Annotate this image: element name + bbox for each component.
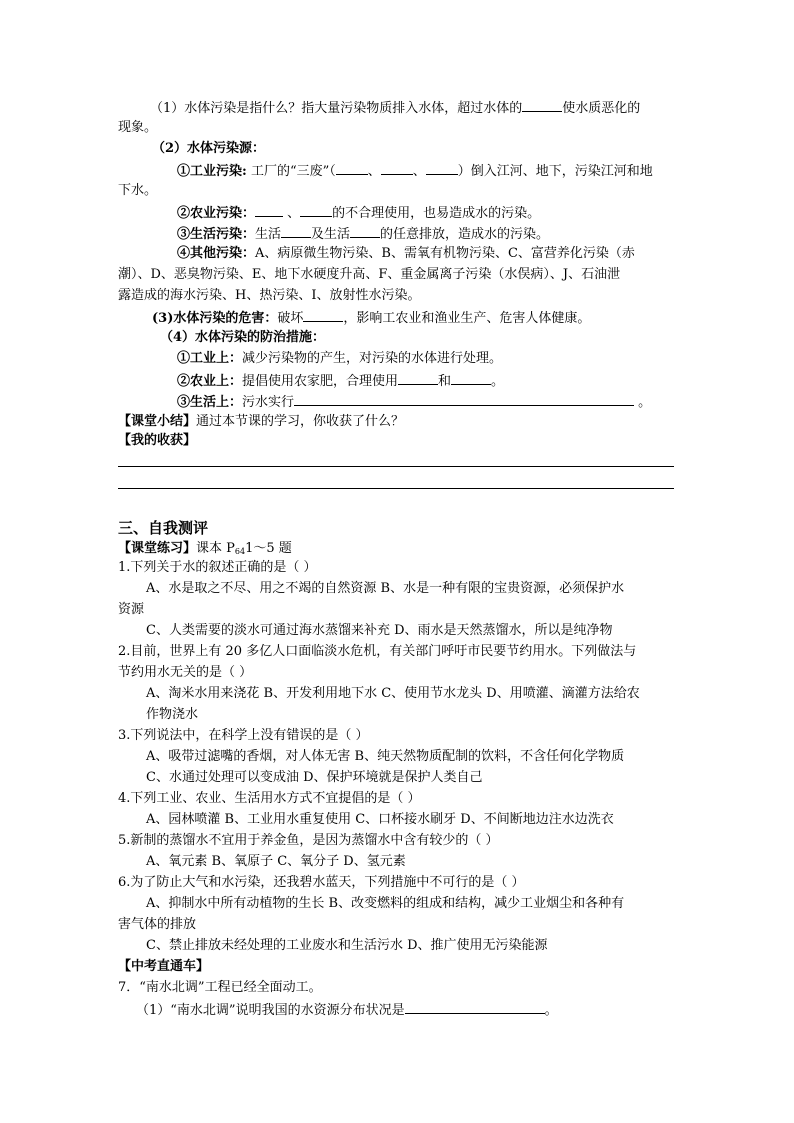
blank	[300, 204, 332, 217]
practice-line	[118, 541, 292, 560]
practice-text: 课本 P	[196, 541, 235, 556]
exam-label: 【中考直通车】	[118, 959, 210, 974]
period: 。	[634, 395, 652, 410]
summary-label: 【课堂小结】	[118, 414, 197, 429]
blank	[255, 204, 283, 217]
q1-line1	[150, 99, 640, 117]
question-7-1-text: （1）“南水北调”说明我国的水资源分布状况是	[136, 1003, 405, 1018]
question-5-options: A、氧元素 B、氧原子 C、氧分子 D、氢元素	[146, 854, 406, 869]
question-7-stem: 7．“南水北调”工程已经全面动工。	[118, 980, 322, 995]
life-label: ③生活污染：	[177, 227, 256, 242]
hazard-label: (3)水体污染的危害：	[152, 311, 278, 326]
question-6-options-ab-cont: 害气体的排放	[118, 917, 197, 932]
q1-text: （1）水体污染是指什么？指大量污染物质排入水体，超过水体的	[150, 101, 523, 116]
prevention-life-label: ③生活上：	[177, 395, 243, 410]
industrial-pollution-line	[177, 162, 653, 180]
blank	[350, 225, 380, 238]
hazard-text-a: 破坏	[277, 311, 304, 326]
question-1-options-ab-cont: 资源	[118, 602, 145, 617]
other-label: ④其他污染：	[177, 246, 256, 261]
life-text-a: 生活	[255, 227, 282, 242]
gain-label: 【我的收获】	[118, 433, 197, 448]
question-1-options-ab: A、水是取之不尽、用之不竭的自然资源 B、水是一种有限的宝贵资源，必须保护水	[146, 581, 625, 596]
question-1-options-cd: C、人类需要的淡水可通过海水蒸馏来补充 D、雨水是天然蒸馏水，所以是纯净物	[146, 623, 613, 638]
industrial-text-end: ）倒入江河、地下，污染江河和地	[457, 164, 653, 179]
blank	[303, 309, 343, 322]
life-text-b: 及生活	[311, 227, 351, 242]
prevention-agri-text: 提倡使用农家肥，合理使用	[242, 374, 399, 389]
answer-line	[118, 466, 674, 467]
summary-line	[118, 414, 404, 430]
other-pollution-line2: 潮）、D、恶臭物污染、E、地下水硬度升高、F、重金属离子污染（水俣病）、J、石油泄	[118, 267, 621, 282]
question-2-stem-cont: 节约用水无关的是（ ）	[118, 665, 253, 680]
q1-line2: 现象。	[118, 120, 158, 135]
question-3-stem: 3.下列说法中，在科学上没有错误的是（ ）	[118, 728, 369, 743]
answer-line	[118, 488, 674, 489]
and: 和	[438, 374, 452, 389]
question-6-options-cd: C、禁止排放未经处理的工业废水和生活污水 D、推广使用无污染能源	[146, 938, 548, 953]
blank	[336, 162, 368, 175]
other-pollution-line3: 露造成的海水污染、H、热污染、I、放射性水污染。	[118, 288, 421, 303]
hazard-line	[152, 309, 590, 327]
blank	[381, 162, 413, 175]
prevention-industry	[177, 351, 502, 367]
period: 。	[491, 374, 505, 389]
agri-pollution-line	[177, 204, 540, 222]
agri-label: ②农业污染：	[177, 206, 256, 221]
blank	[426, 162, 458, 175]
question-3-options-ab: A、吸带过滤嘴的香烟，对人体无害 B、纯天然物质配制的饮料，不含任何化学物质	[146, 749, 625, 764]
question-3-options-cd: C、水通过处理可以变成油 D、保护环境就是保护人类自己	[146, 770, 483, 785]
prevention-industry-text: 减少污染物的产生，对污染的水体进行处理。	[242, 351, 503, 366]
question-5-stem: 5.新制的蒸馏水不宜用于养金鱼，是因为蒸馏水中含有较少的（ ）	[118, 833, 499, 848]
agri-text: 的不合理使用，也易造成水的污染。	[332, 206, 541, 221]
question-7-1	[136, 1001, 558, 1019]
blank	[398, 372, 438, 385]
q2-title: （2）水体污染源：	[152, 141, 266, 156]
industrial-pollution-line2: 下水。	[118, 183, 158, 198]
question-2-options: A、淘米水用来浇花 B、开发利用地下水 C、使用节水龙头 D、用喷灌、滴灌方法给农	[146, 686, 640, 701]
blank	[522, 99, 562, 112]
prevention-title: （4）水体污染的防治措施：	[160, 330, 326, 345]
prevention-life	[177, 393, 651, 411]
other-pollution-line	[177, 246, 635, 262]
summary-text: 通过本节课的学习，你收获了什么？	[196, 414, 405, 429]
blank	[281, 225, 311, 238]
section-heading: 三、自我测评	[118, 519, 209, 537]
page-subscript: 64	[234, 547, 246, 556]
industrial-label: ①工业污染:	[177, 164, 247, 179]
blank	[451, 372, 491, 385]
hazard-text-b: ，影响工农业和渔业生产、危害人体健康。	[343, 311, 591, 326]
practice-text-end: 1～5 题	[245, 541, 292, 556]
practice-label: 【课堂练习】	[118, 541, 197, 556]
prevention-industry-label: ①工业上：	[177, 351, 243, 366]
sep: 、	[412, 164, 426, 179]
prevention-agri-label: ②农业上：	[177, 374, 243, 389]
question-4-options: A、园林喷灌 B、工业用水重复使用 C、口杯接水刷牙 D、不间断地边注水边洗衣	[146, 812, 614, 827]
period: 。	[544, 1003, 558, 1018]
q1-text-end: 使水质恶化的	[562, 101, 641, 116]
question-6-stem: 6.为了防止大气和水污染，还我碧水蓝天，下列措施中不可行的是（ ）	[118, 875, 525, 890]
industrial-text: 工厂的“三废”（	[246, 164, 336, 179]
life-pollution-line	[177, 225, 549, 243]
question-2-stem: 2.目前，世界上有 20 多亿人口面临淡水危机，有关部门呼吁市民要节约用水。下列做法与	[118, 644, 637, 659]
question-6-options-ab: A、抑制水中所有动植物的生长 B、改变燃料的组成和结构，减少工业烟尘和各种有	[146, 896, 625, 911]
prevention-life-text: 污水实行	[242, 395, 295, 410]
blank	[405, 1001, 545, 1014]
other-text-a: A、病原微生物污染、B、需氧有机物污染、C、富营养化污染（赤	[255, 246, 635, 261]
prevention-agri	[177, 372, 504, 390]
sep: 、	[367, 164, 381, 179]
question-2-options-cont: 作物浇水	[146, 707, 199, 722]
question-1-stem: 1.下列关于水的叙述正确的是（ ）	[118, 560, 317, 575]
life-text-c: 的任意排放，造成水的污染。	[380, 227, 550, 242]
sep: 、	[283, 206, 301, 221]
question-4-stem: 4.下列工业、农业、生活用水方式不宜提倡的是（ ）	[118, 791, 421, 806]
blank	[294, 393, 634, 406]
